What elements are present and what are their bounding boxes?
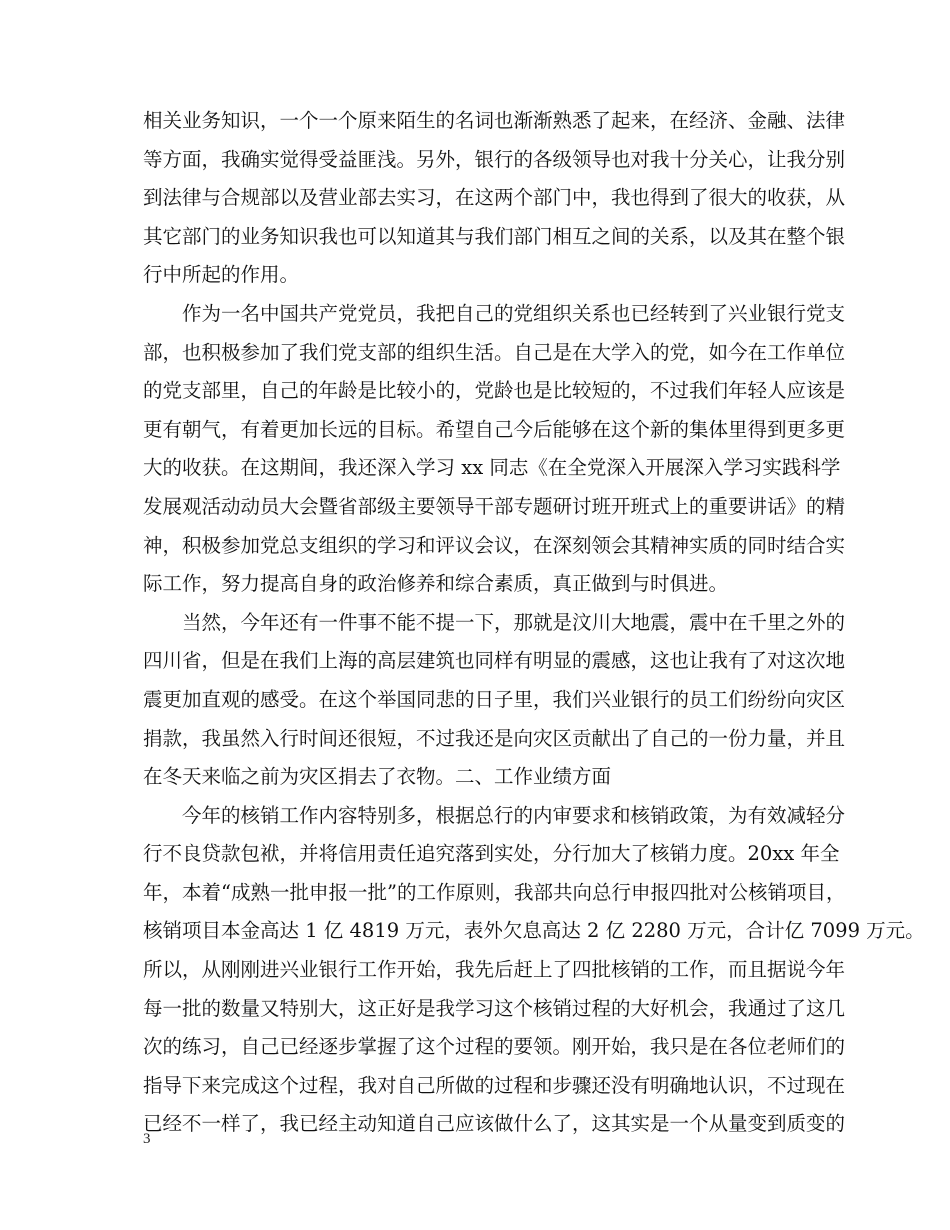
text-line: 行不良贷款包袱，并将信用责任追究落到实处，分行加大了核销力度。20xx 年全 xyxy=(143,842,840,866)
text-line: 等方面，我确实觉得受益匪浅。另外，银行的各级领导也对我十分关心，让我分别 xyxy=(143,147,846,171)
text-line: 当然，今年还有一件事不能不提一下，那就是汶川大地震，震中在千里之外的 xyxy=(182,610,846,634)
body-text xyxy=(143,102,925,1144)
text-line: 指导下来完成这个过程，我对自己所做的过程和步骤还没有明确地认识，不过现在 xyxy=(143,1073,846,1097)
text-line: 作为一名中国共产党党员，我把自己的党组织关系也已经转到了兴业银行党支 xyxy=(182,301,846,325)
text-line: 四川省，但是在我们上海的高层建筑也同样有明显的震感，这也让我有了对这次地 xyxy=(143,649,846,673)
text-line: 大的收获。在这期间，我还深入学习 xx 同志《在全党深入开展深入学习实践科学 xyxy=(143,456,841,480)
text-line: 核销项目本金高达 1 亿 4819 万元，表外欠息高达 2 亿 2280 万元，合计亿 7099 万元。 xyxy=(143,919,925,943)
text-line: 所以，从刚刚进兴业银行工作开始，我先后赶上了四批核销的工作，而且据说今年 xyxy=(143,958,846,982)
text-line: 到法律与合规部以及营业部去实习，在这两个部门中，我也得到了很大的收获，从 xyxy=(143,186,846,210)
text-line: 已经不一样了，我已经主动知道自己应该做什么了，这其实是一个从量变到质变的 xyxy=(143,1112,846,1136)
text-line: 神，积极参加党总支组织的学习和评议会议，在深刻领会其精神实质的同时结合实 xyxy=(143,533,846,557)
text-line: 相关业务知识，一个一个原来陌生的名词也渐渐熟悉了起来，在经济、金融、法律 xyxy=(143,109,846,132)
text-line: 捐款，我虽然入行时间还很短，不过我还是向灾区贡献出了自己的一份力量，并且 xyxy=(143,726,846,750)
text-line: 部，也积极参加了我们党支部的组织生活。自己是在大学入的党，如今在工作单位 xyxy=(143,340,846,364)
text-line: 今年的核销工作内容特别多，根据总行的内审要求和核销政策，为有效减轻分 xyxy=(182,803,846,827)
text-line: 年，本着“成熟一批申报一批”的工作原则，我部共向总行申报四批对公核销项目， xyxy=(143,880,846,904)
text-line: 次的练习，自己已经逐步掌握了这个过程的要领。刚开始，我只是在各位老师们的 xyxy=(143,1035,846,1059)
text-line: 的党支部里，自己的年龄是比较小的，党龄也是比较短的，不过我们年轻人应该是 xyxy=(143,379,846,403)
text-line: 震更加直观的感受。在这个举国同悲的日子里，我们兴业银行的员工们纷纷向灾区 xyxy=(143,687,846,711)
text-line: 每一批的数量又特别大，这正好是我学习这个核销过程的大好机会，我通过了这几 xyxy=(143,996,846,1020)
text-line: 行中所起的作用。 xyxy=(143,263,300,287)
text-line: 更有朝气，有着更加长远的目标。希望自己今后能够在这个新的集体里得到更多更 xyxy=(143,417,846,441)
text-line: 发展观活动动员大会暨省部级主要领导干部专题研讨班开班式上的重要讲话》的精 xyxy=(143,494,846,518)
text-line: 际工作，努力提高自身的政治修养和综合素质，真正做到与时俱进。 xyxy=(143,572,729,596)
text-line: 其它部门的业务知识我也可以知道其与我们部门相互之间的关系，以及其在整个银 xyxy=(143,224,846,248)
page-number: 3 xyxy=(143,1131,151,1147)
text-line: 在冬天来临之前为灾区捐去了衣物。二、工作业绩方面 xyxy=(143,765,612,789)
